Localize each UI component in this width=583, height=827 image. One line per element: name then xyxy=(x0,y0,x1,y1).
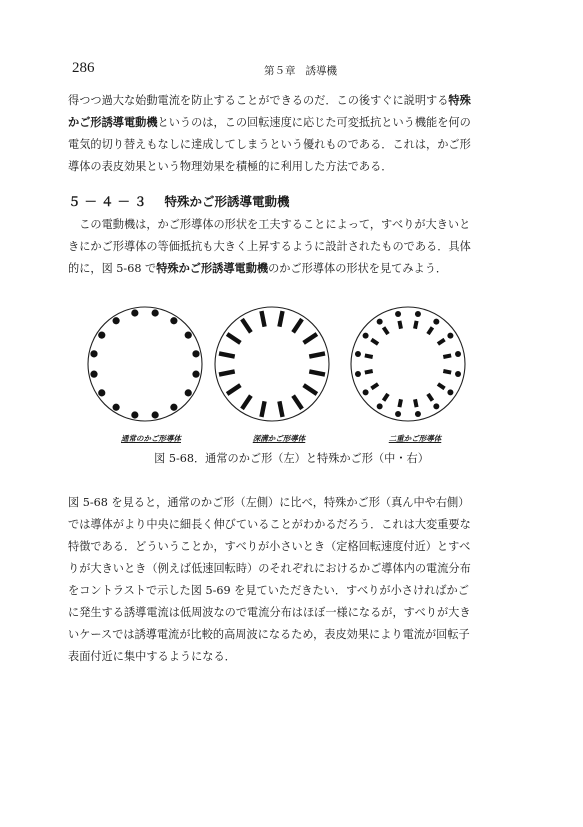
rotor-outline xyxy=(351,307,465,421)
conductor-bar xyxy=(113,317,120,324)
inner-conductor-bar xyxy=(370,382,379,390)
conductor-bar xyxy=(192,350,199,357)
conductor-bar xyxy=(219,351,236,358)
conductor-bar xyxy=(259,311,266,328)
conductor-bar xyxy=(98,389,105,396)
rotor-outline xyxy=(88,307,202,421)
text-line: かご形誘導電動機というのは，この回転速度に応じた可変抵抗という機能を何の xyxy=(68,116,471,129)
label-deep-bar-cage: 深溝かご形導体 xyxy=(252,434,306,443)
rotor-double-cage xyxy=(351,307,465,421)
conductor-bar xyxy=(291,394,304,410)
text-line: きにかご形導体の等価抵抗も大きく上昇するように設計されたものである．具体 xyxy=(68,240,471,253)
conductor-bar xyxy=(277,311,284,328)
paragraph-discussion xyxy=(68,492,514,668)
outer-conductor-bar xyxy=(433,319,439,325)
conductor-bar xyxy=(226,383,242,396)
text-line: に発生する誘導電流は低周波なので電流分布はほぼ一様になるが，すべりが大き xyxy=(68,606,471,619)
inner-conductor-bar xyxy=(370,338,379,346)
rotor-outline xyxy=(215,307,329,421)
inner-conductor-bar xyxy=(364,369,373,374)
inner-conductor-bar xyxy=(364,353,373,358)
outer-conductor-bar xyxy=(455,351,461,357)
conductor-bar xyxy=(152,411,159,418)
rotor-normal-cage xyxy=(88,307,202,421)
conductor-bar xyxy=(219,369,236,376)
inner-conductor-bar xyxy=(437,338,446,346)
conductor-bar xyxy=(302,332,318,345)
conductor-bar xyxy=(98,332,105,339)
section-number: ５－４－３ xyxy=(68,194,151,209)
outer-conductor-bar xyxy=(377,403,383,409)
rotor-diagram xyxy=(82,300,502,430)
inner-conductor-bar xyxy=(382,393,390,402)
inner-conductor-bar xyxy=(382,326,390,335)
conductor-bar xyxy=(309,369,326,376)
inner-conductor-bar xyxy=(413,320,418,329)
text-line: 特徴である．どういうことか，すべりが小さいとき（定格回転速度付近）とすべ xyxy=(68,540,471,553)
conductor-bar xyxy=(240,394,253,410)
text-line: 電気的切り替えもなしに達成してしまうという優れものである．これは，かご形 xyxy=(68,138,471,151)
inner-conductor-bar xyxy=(443,353,452,358)
conductor-bar xyxy=(113,404,120,411)
outer-conductor-bar xyxy=(395,411,401,417)
text-line: をコントラストで示した図 5-69 を見ていただきたい．すべりが小さければかご xyxy=(68,584,469,597)
paragraph-section-intro xyxy=(68,214,514,280)
figure-rotor-cross-sections xyxy=(82,300,502,450)
chapter-number: 第５章 xyxy=(264,65,296,77)
inner-conductor-bar xyxy=(426,326,434,335)
text-line: 得つつ過大な始動電流を防止することができるのだ．この後すぐに説明する特殊 xyxy=(68,94,471,107)
conductor-bar xyxy=(192,371,199,378)
outer-conductor-bar xyxy=(395,311,401,317)
inner-conductor-bar xyxy=(413,399,418,408)
conductor-bar xyxy=(90,371,97,378)
paragraph-intro xyxy=(68,90,514,178)
rotor-deep-bar-cage xyxy=(215,307,329,421)
inner-conductor-bar xyxy=(426,393,434,402)
text-line: では導体がより中央に細長く伸びていることがわかるだろう．これは大変重要な xyxy=(68,518,471,531)
conductor-bar xyxy=(291,318,304,334)
text-line: 的に，図 5-68 で特殊かご形誘導電動機のかご形導体の形状を見てみよう． xyxy=(68,262,448,275)
inner-conductor-bar xyxy=(443,369,452,374)
conductor-bar xyxy=(309,351,326,358)
conductor-bar xyxy=(226,332,242,345)
running-head xyxy=(0,63,583,78)
section-title: 特殊かご形誘導電動機 xyxy=(164,194,290,209)
outer-conductor-bar xyxy=(447,389,453,395)
inner-conductor-bar xyxy=(437,382,446,390)
outer-conductor-bar xyxy=(363,389,369,395)
label-normal-cage: 通常のかご形導体 xyxy=(121,434,181,443)
conductor-bar xyxy=(302,383,318,396)
chapter-title: 誘導機 xyxy=(305,65,337,77)
conductor-bar xyxy=(277,401,284,418)
conductor-bar xyxy=(170,317,177,324)
outer-conductor-bar xyxy=(447,333,453,339)
section-heading xyxy=(68,192,290,210)
conductor-bar xyxy=(240,318,253,334)
outer-conductor-bar xyxy=(433,403,439,409)
conductor-bar xyxy=(185,389,192,396)
inner-conductor-bar xyxy=(397,399,402,408)
outer-conductor-bar xyxy=(355,351,361,357)
conductor-bar xyxy=(170,404,177,411)
inner-conductor-bar xyxy=(397,320,402,329)
conductor-bar xyxy=(185,332,192,339)
conductor-bar xyxy=(131,411,138,418)
outer-conductor-bar xyxy=(455,371,461,377)
text-line: この電動機は，かご形導体の形状を工夫することによって，すべりが大きいと xyxy=(68,218,471,231)
text-line: いケースでは誘導電流が比較的高周波になるため，表皮効果により電流が回転子 xyxy=(68,628,470,641)
label-double-cage: 二重かご形導体 xyxy=(388,434,442,443)
outer-conductor-bar xyxy=(363,333,369,339)
conductor-bar xyxy=(90,350,97,357)
page-number: 286 xyxy=(72,60,95,76)
outer-conductor-bar xyxy=(415,311,421,317)
outer-conductor-bar xyxy=(355,371,361,377)
outer-conductor-bar xyxy=(415,411,421,417)
text-line: 表面付近に集中するようになる． xyxy=(68,650,236,663)
figure-caption: 図 5-68．通常のかご形（左）と特殊かご形（中・右） xyxy=(154,452,429,465)
conductor-bar xyxy=(131,309,138,316)
text-line: 導体の表皮効果という物理効果を積極的に利用した方法である． xyxy=(68,160,393,173)
text-line: 図 5-68 を見ると，通常のかご形（左側）に比べ，特殊かご形（真ん中や右側） xyxy=(68,496,470,509)
text-line: りが大きいとき（例えば低速回転時）のそれぞれにおけるかご導体内の電流分布 xyxy=(68,562,471,575)
conductor-bar xyxy=(259,401,266,418)
conductor-bar xyxy=(152,309,159,316)
outer-conductor-bar xyxy=(377,319,383,325)
